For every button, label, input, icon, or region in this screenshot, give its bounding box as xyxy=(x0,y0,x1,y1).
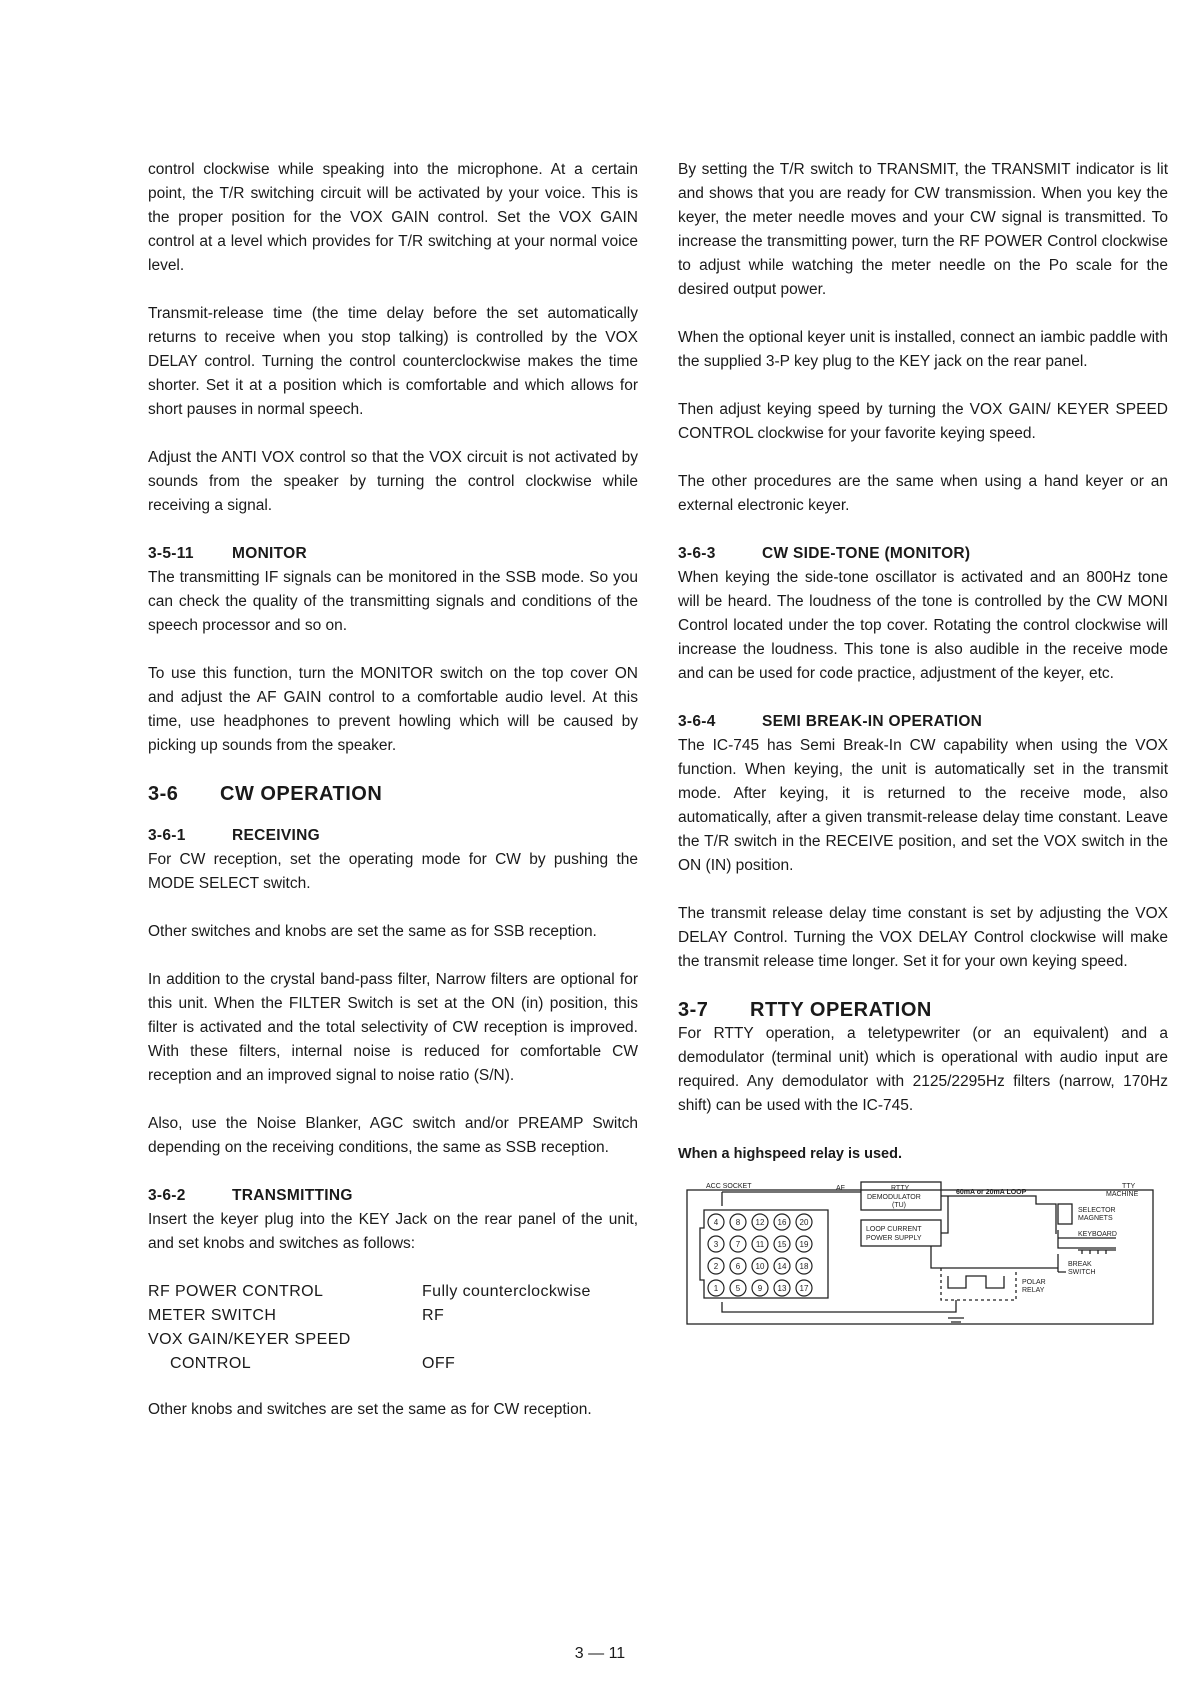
vox-delay-paragraph: Transmit-release time (the time delay before the set automatically returns to receive when you stop talking) is controlled by the VOX DELAY control. Turning the control counterclockwise makes the time shorter. Set it at a position which is comfortable and which allows for short pauses in normal speech. xyxy=(148,305,638,418)
polar-relay-label-1: POLAR xyxy=(1022,1279,1046,1286)
demodulator-label-2: DEMODULATOR xyxy=(867,1194,921,1201)
socket-pin-label: 12 xyxy=(755,1218,765,1227)
side-tone-paragraph: When keying the side-tone oscillator is activated and an 800Hz tone will be heard. The loudness of the tone is controlled by the CW MONI Control located under the top cover. Rotating the control clockwise will increase the loudness. This tone is also audible in the receive mode and can be used for code practice, adjustment of the keyer, etc. xyxy=(678,569,1168,682)
receiving-paragraph-2: Other switches and knobs are set the same as for SSB reception. xyxy=(148,923,597,940)
acc-socket-pins xyxy=(708,1214,812,1296)
demodulator-label-1: RTTY xyxy=(891,1185,910,1192)
keyboard-label: KEYBOARD xyxy=(1078,1231,1117,1238)
setting-key: CONTROL xyxy=(170,1355,252,1372)
loop-supply-label-1: LOOP CURRENT xyxy=(866,1226,922,1233)
rtty-operation-heading: 3-7 RTTY OPERATION xyxy=(678,999,932,1021)
keyer-unit-paragraph: When the optional keyer unit is installed, connect an iambic paddle with the supplied 3-P key plug to the KEY jack on the rear panel. xyxy=(678,329,1168,370)
receiving-paragraph-3: In addition to the crystal band-pass filter, Narrow filters are optional for this unit. When the FILTER Switch is set at the ON (in) position, this filter is activated and the total selectivity of CW reception is improved. With these filters, internal noise is reduced for comfortable CW reception and an improved signal to noise ratio (S/N). xyxy=(148,971,638,1084)
vox-gain-paragraph: control clockwise while speaking into the microphone. At a certain point, the T/R switching circuit will be activated by your voice. This is the proper position for the VOX GAIN control. Set the VOX GAIN control at a level which provides for T/R switching at your normal voice level. xyxy=(148,161,638,274)
keyboard-contacts xyxy=(1078,1250,1116,1254)
socket-pin-label: 18 xyxy=(799,1262,809,1271)
setting-value: Fully counterclockwise xyxy=(422,1283,591,1300)
monitor-paragraph-2: To use this function, turn the MONITOR switch on the top cover ON and adjust the AF GAIN control to a comfortable audio level. At this time, use headphones to prevent howling which will be caused by picking up sounds from the speaker. xyxy=(148,665,638,754)
socket-pin-label: 8 xyxy=(735,1218,741,1227)
socket-pin-label: 4 xyxy=(713,1218,719,1227)
setting-value xyxy=(422,1328,591,1352)
setting-value: RF xyxy=(422,1307,445,1324)
socket-pin-label: 9 xyxy=(757,1284,763,1293)
receiving-paragraph-4: Also, use the Noise Blanker, AGC switch and/or PREAMP Switch depending on the receiving conditions, the same as SSB reception. xyxy=(148,1115,638,1156)
left-column xyxy=(148,158,638,1446)
break-switch-label-2: SWITCH xyxy=(1068,1269,1096,1276)
transmit-indicator-paragraph: By setting the T/R switch to TRANSMIT, the TRANSMIT indicator is lit and shows that you are ready for CW transmission. When you key the keyer, the meter needle moves and your CW signal is transmitted. To increase the transmitting power, turn the RF POWER Control clockwise to adjust while watching the meter needle on the Po scale for the desired output power. xyxy=(678,161,1168,298)
socket-pin-label: 6 xyxy=(735,1262,741,1271)
af-label: AF xyxy=(836,1185,845,1192)
anti-vox-paragraph: Adjust the ANTI VOX control so that the VOX circuit is not activated by sounds from the speaker by turning the control clockwise while receiving a signal. xyxy=(148,449,638,514)
page-number: 3 — 11 xyxy=(574,1645,626,1662)
settings-table xyxy=(148,1280,591,1376)
relay-feed-line xyxy=(931,1246,1058,1268)
socket-pin-label: 11 xyxy=(755,1240,765,1249)
loop-line xyxy=(941,1196,1056,1234)
transmitting-paragraph-1: Insert the keyer plug into the KEY Jack on the rear panel of the unit, and set knobs and switches as follows: xyxy=(148,1211,638,1252)
socket-pin-label: 3 xyxy=(713,1240,719,1249)
supply-link xyxy=(941,1196,948,1233)
loop-supply-label-2: POWER SUPPLY xyxy=(866,1235,922,1242)
tty-label-2: MACHINE xyxy=(1106,1191,1139,1198)
tty-label-1: TTY xyxy=(1122,1183,1136,1190)
diagram-caption: When a highspeed relay is used. xyxy=(678,1146,903,1162)
socket-pin-label: 13 xyxy=(777,1284,787,1293)
settings-row xyxy=(148,1352,591,1376)
setting-key: VOX GAIN/KEYER SPEED xyxy=(148,1331,351,1348)
socket-pin-label: 10 xyxy=(755,1262,765,1271)
setting-value: OFF xyxy=(422,1355,456,1372)
keying-speed-paragraph: Then adjust keying speed by turning the VOX GAIN/ KEYER SPEED CONTROL clockwise for your favorite keying speed. xyxy=(678,401,1168,442)
rtty-paragraph: For RTTY operation, a teletypewriter (or an equivalent) and a demodulator (terminal unit) which is operational with audio input are required. Any demodulator with 2125/2295Hz filters (narrow, 170Hz shift) can be used with the IC-745. xyxy=(678,1025,1168,1114)
socket-pin-label: 15 xyxy=(777,1240,787,1249)
socket-pin-label: 20 xyxy=(799,1218,809,1227)
polar-relay-label-2: RELAY xyxy=(1022,1287,1045,1294)
other-procedures-paragraph: The other procedures are the same when using a hand keyer or an external electronic keyer. xyxy=(678,473,1168,514)
receiving-paragraph-1: For CW reception, set the operating mode for CW by pushing the MODE SELECT switch. xyxy=(148,851,638,892)
selector-label-2: MAGNETS xyxy=(1078,1215,1113,1222)
ground-symbol xyxy=(948,1318,964,1322)
transmitting-paragraph-2: Other knobs and switches are set the same as for CW reception. xyxy=(148,1401,592,1418)
socket-pin-label: 2 xyxy=(713,1262,719,1271)
socket-pin-label: 1 xyxy=(713,1284,719,1293)
side-tone-heading: 3-6-3 CW SIDE-TONE (MONITOR) xyxy=(678,545,971,562)
cw-operation-heading: 3-6 CW OPERATION xyxy=(148,783,383,805)
socket-pin-label: 16 xyxy=(777,1218,787,1227)
break-switch-label-1: BREAK xyxy=(1068,1261,1092,1268)
semi-break-in-paragraph-2: The transmit release delay time constant is set by adjusting the VOX DELAY Control. Turning the VOX DELAY Control clockwise will make the transmit release time longer. Set it for your own keying speed. xyxy=(678,905,1168,970)
setting-key: RF POWER CONTROL xyxy=(148,1283,324,1300)
break-switch-line xyxy=(1058,1254,1066,1272)
monitor-paragraph-1: The transmitting IF signals can be monitored in the SSB mode. So you can check the quality of the transmitting signals and conditions of the speech processor and so on. xyxy=(148,569,638,634)
settings-row xyxy=(148,1304,591,1328)
settings-row xyxy=(148,1328,591,1352)
af-line xyxy=(722,1192,861,1206)
socket-pin-label: 7 xyxy=(735,1240,741,1249)
ground-return-line xyxy=(722,1300,956,1312)
socket-pin-label: 5 xyxy=(735,1284,741,1293)
socket-pin-label: 14 xyxy=(777,1262,787,1271)
semi-break-in-paragraph-1: The IC-745 has Semi Break-In CW capability when using the VOX function. When keying, the unit is automatically set in the transmit mode. After keying, it is returned to the receive mode, also automatically, after a given transmit-release delay time constant. Leave the T/R switch in the RECEIVE position, and set the VOX switch in the ON (IN) position. xyxy=(678,737,1168,874)
settings-row xyxy=(148,1280,591,1304)
acc-socket-label: ACC SOCKET xyxy=(706,1183,752,1190)
semi-break-in-heading: 3-6-4 SEMI BREAK-IN OPERATION xyxy=(678,713,983,730)
loop-label: 60mA or 20mA LOOP xyxy=(956,1189,1027,1196)
monitor-heading: 3-5-11 MONITOR xyxy=(148,545,308,562)
selector-label-1: SELECTOR xyxy=(1078,1207,1116,1214)
socket-pin-label: 17 xyxy=(799,1284,809,1293)
polar-relay-dashed xyxy=(941,1268,1016,1300)
loop-supply-box xyxy=(861,1220,941,1246)
polar-relay-coil xyxy=(948,1276,1004,1288)
right-column xyxy=(678,158,1168,1330)
selector-magnet-box xyxy=(1058,1204,1072,1224)
setting-key: METER SWITCH xyxy=(148,1307,277,1324)
transmitting-heading: 3-6-2 TRANSMITTING xyxy=(148,1187,353,1204)
receiving-heading: 3-6-1 RECEIVING xyxy=(148,827,320,844)
demodulator-label-3: (TU) xyxy=(892,1202,906,1209)
rtty-wiring-diagram xyxy=(686,1180,1156,1330)
socket-pin-label: 19 xyxy=(799,1240,809,1249)
